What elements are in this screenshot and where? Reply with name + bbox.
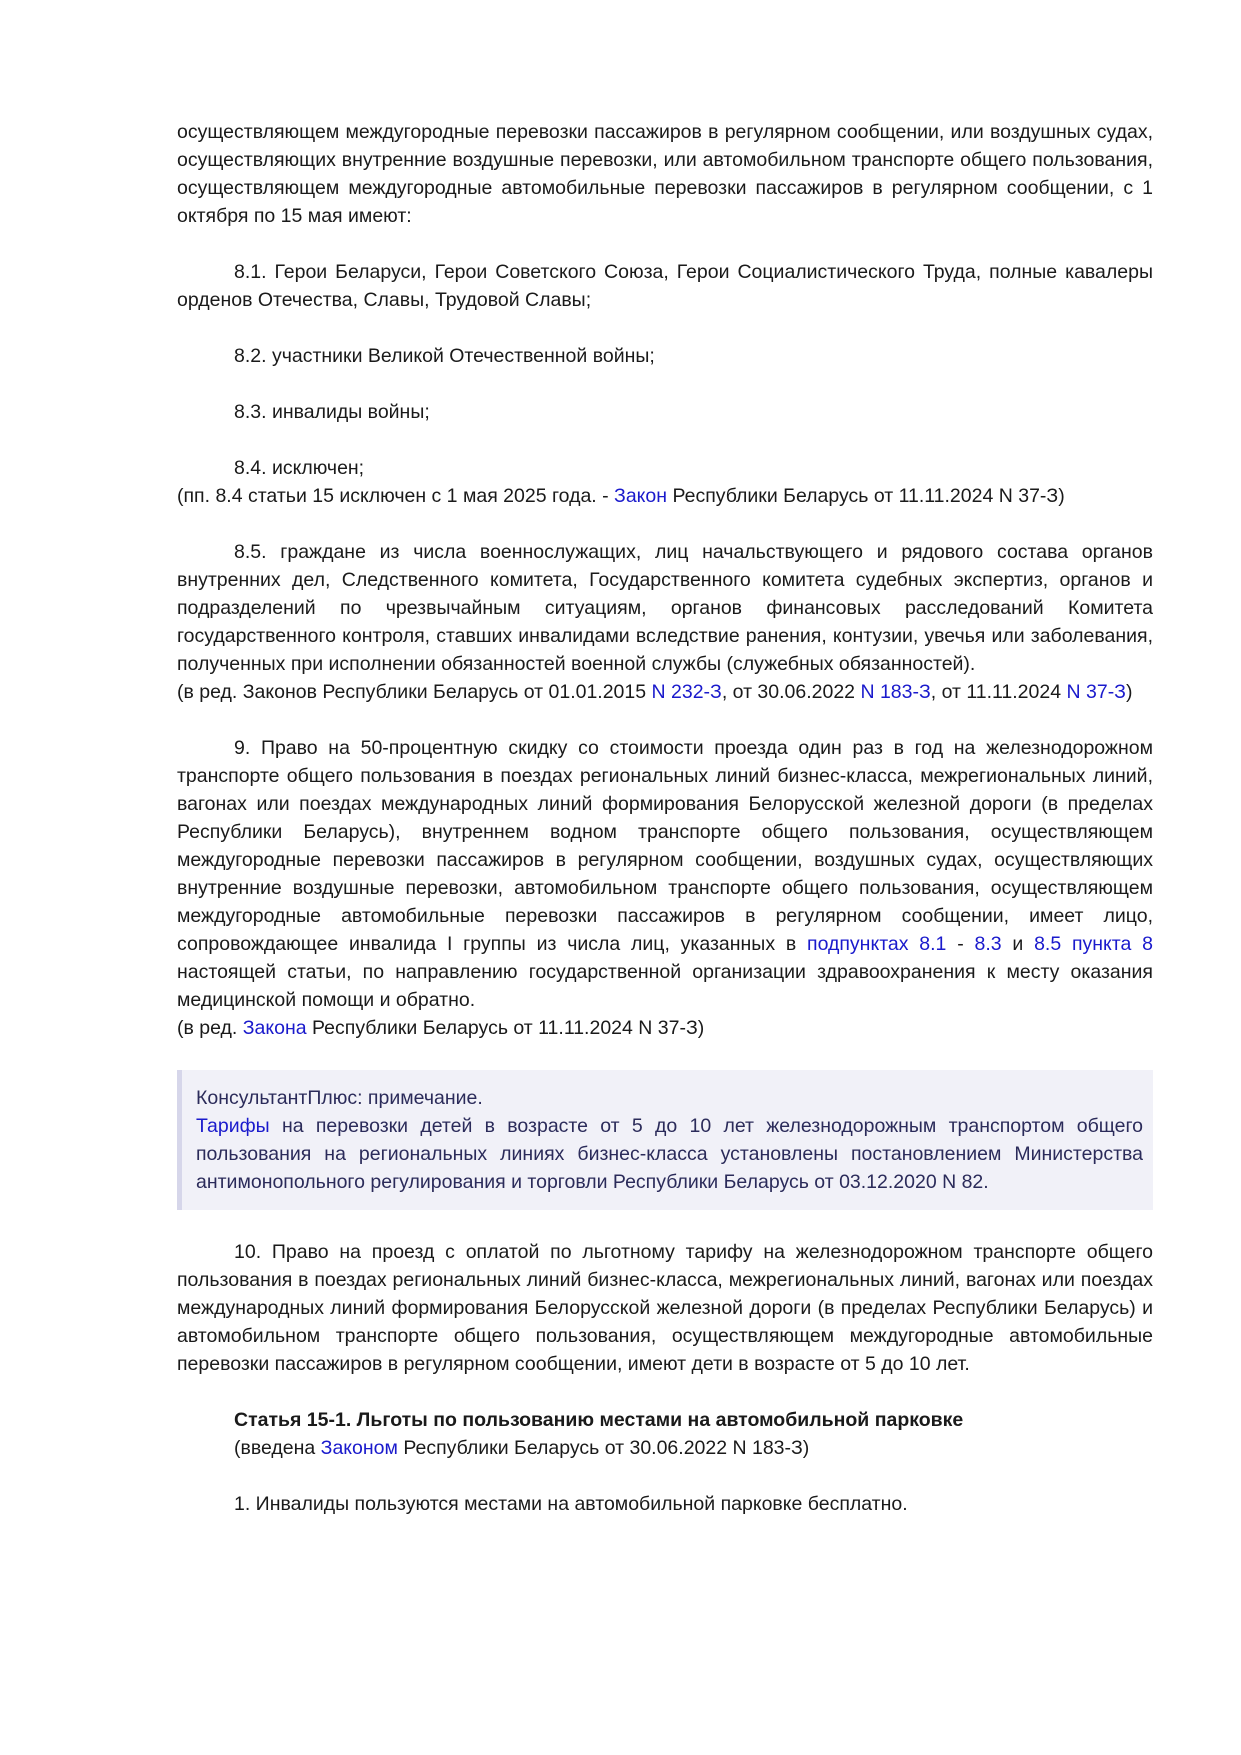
paragraph-text: и bbox=[1001, 933, 1035, 955]
amendment-text: , от 30.06.2022 bbox=[721, 681, 861, 703]
paragraph-8-5: 8.5. граждане из числа военнослужащих, лиц начальствующего и рядового состава органов внутренних дел, Следственного комитета, Государственного комитета судебных экспертиз, органов и подразделений по чрезвычайным ситуациям, органов финансовых расследований Комитета государственного контроля, ставших инвалидами вследствие ранения, контузии, увечья или заболевания, полученных при исполнении обязанностей военной службы (служебных обязанностей). bbox=[177, 541, 1153, 675]
subparagraph-link-8-1[interactable]: подпунктах 8.1 bbox=[807, 933, 947, 955]
paragraph-8-1: 8.1. Герои Беларуси, Герои Советского Союза, Герои Социалистического Труда, полные кавалеры орденов Отечества, Славы, Трудовой Славы; bbox=[177, 261, 1153, 311]
paragraph-8-2: 8.2. участники Великой Отечественной войны; bbox=[234, 345, 655, 367]
law-link[interactable]: Законом bbox=[320, 1437, 398, 1459]
document-page bbox=[177, 118, 1153, 1518]
paragraph-text: настоящей статьи, по направлению государственной организации здравоохранения к месту оказания медицинской помощи и обратно. bbox=[177, 961, 1153, 1011]
amendment-text: (в ред. Законов Республики Беларусь от 01.01.2015 bbox=[177, 681, 652, 703]
amendment-text: , от 11.11.2024 bbox=[930, 681, 1067, 703]
paragraph-8-4: 8.4. исключен; bbox=[234, 457, 365, 479]
paragraph-text: - bbox=[946, 933, 975, 955]
note-text bbox=[196, 1112, 1143, 1196]
paragraph-10: 10. Право на проезд с оплатой по льготному тарифу на железнодорожном транспорте общего пользования в поездах региональных линий бизнес-класса, межрегиональных линий, вагонах или поездах международных линий формирования Белорусской железной дороги (в пределах Республики Беларусь) и автомобильном транспорте общего пользования, осуществляющем междугородные автомобильные перевозки пассажиров в регулярном сообщении, имеют дети в возрасте от 5 до 10 лет. bbox=[177, 1241, 1153, 1375]
paragraph-8-5-amendment bbox=[177, 678, 1153, 706]
law-link-232[interactable]: N 232-З bbox=[651, 681, 722, 703]
subparagraph-link-8-3[interactable]: 8.3 bbox=[974, 933, 1002, 955]
paragraph-text: 9. Право на 50-процентную скидку со стоимости проезда один раз в год на железнодорожном транспорте общего пользования в поездах региональных линий бизнес-класса, межрегиональных линий, вагонах или поездах международных линий формирования Белорусской железной дороги (в пределах Республики Беларусь), внутреннем водном транспорте общего пользования, осуществляющем междугородные перевозки пассажиров в регулярном сообщении, воздушных судах, осуществляющих внутренние воздушные перевозки, автомобильном транспорте общего пользования, осуществляющем междугородные автомобильные перевозки пассажиров в регулярном сообщении, имеет лицо, сопровождающее инвалида I группы из числа лиц, указанных в bbox=[177, 737, 1153, 955]
tariffs-link[interactable]: Тарифы bbox=[196, 1115, 270, 1137]
paragraph-8-4-amendment bbox=[177, 482, 1153, 510]
amendment-text: Республики Беларусь от 11.11.2024 N 37-З) bbox=[667, 485, 1065, 507]
intro-text: Республики Беларусь от 30.06.2022 N 183-З) bbox=[397, 1437, 810, 1459]
amendment-text: (пп. 8.4 статьи 15 исключен с 1 мая 2025 года. - bbox=[177, 485, 615, 507]
amendment-text: ) bbox=[1125, 681, 1133, 703]
article-intro bbox=[177, 1434, 1153, 1462]
amendment-text: (в ред. bbox=[177, 1017, 243, 1039]
paragraph-9 bbox=[177, 734, 1153, 1014]
paragraph-8-3: 8.3. инвалиды войны; bbox=[234, 401, 430, 423]
amendment-text: Республики Беларусь от 11.11.2024 N 37-З) bbox=[306, 1017, 705, 1039]
article-heading: Статья 15-1. Льготы по пользованию местами на автомобильной парковке bbox=[234, 1409, 964, 1431]
law-link-183[interactable]: N 183-З bbox=[860, 681, 931, 703]
note-title: КонсультантПлюс: примечание. bbox=[196, 1087, 483, 1109]
law-link[interactable]: Закона bbox=[242, 1017, 307, 1039]
consultant-note-box bbox=[177, 1070, 1153, 1210]
paragraph-intro: осуществляющем междугородные перевозки пассажиров в регулярном сообщении, или воздушных судах, осуществляющих внутренние воздушные перевозки, или автомобильном транспорте общего пользования, осуществляющем междугородные автомобильные перевозки пассажиров в регулярном сообщении, с 1 октября по 15 мая имеют: bbox=[177, 121, 1153, 227]
intro-text: (введена bbox=[234, 1437, 321, 1459]
subparagraph-link-8-5[interactable]: 8.5 пункта 8 bbox=[1034, 933, 1153, 955]
article-paragraph-1: 1. Инвалиды пользуются местами на автомобильной парковке бесплатно. bbox=[234, 1493, 908, 1515]
note-body: на перевозки детей в возрасте от 5 до 10 лет железнодорожным транспортом общего пользования на региональных линиях бизнес-класса установлены постановлением Министерства антимонопольного регулирования и торговли Республики Беларусь от 03.12.2020 N 82. bbox=[196, 1115, 1143, 1193]
law-link-37[interactable]: N 37-З bbox=[1066, 681, 1126, 703]
paragraph-9-amendment bbox=[177, 1014, 1153, 1042]
law-link[interactable]: Закон bbox=[614, 485, 668, 507]
